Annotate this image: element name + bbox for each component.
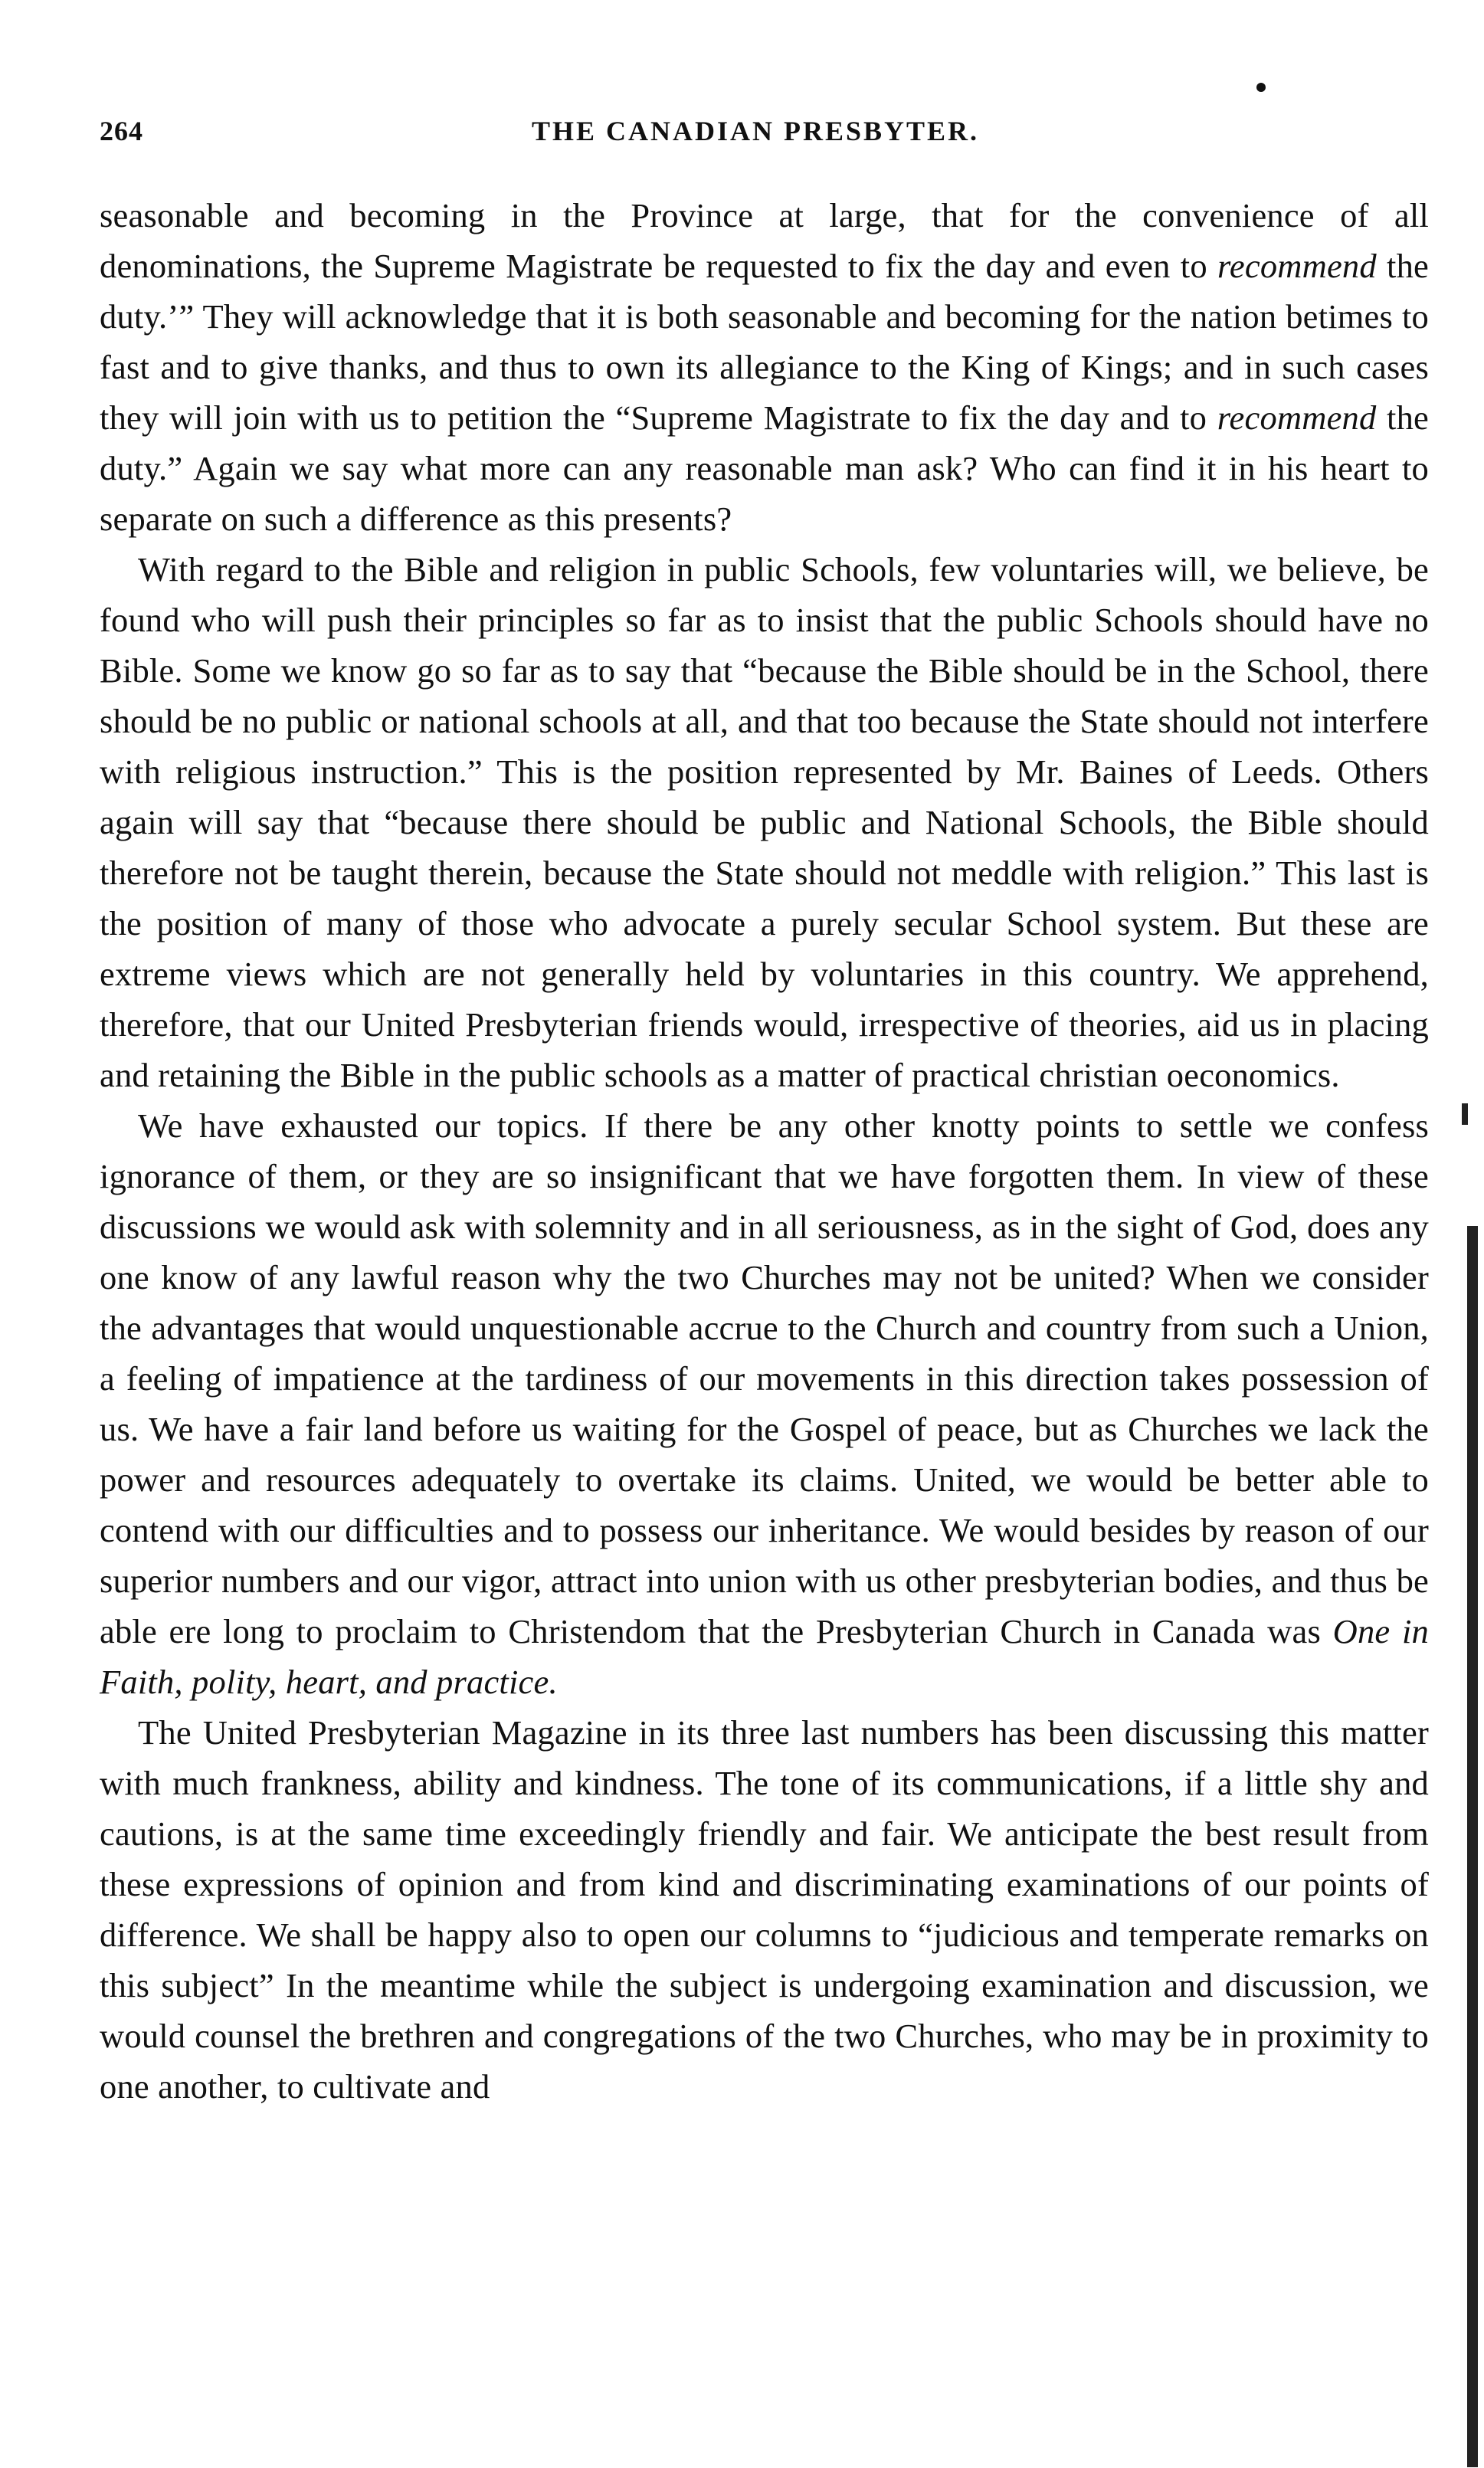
paragraph-magazine bbox=[100, 1707, 1429, 2112]
paragraph-continued bbox=[100, 190, 1429, 544]
paragraph-union bbox=[100, 1100, 1429, 1707]
text-run: the duty.’” They will acknowledge that it is both seasonable and becoming for the nation betimes to fast and to give thanks, and thus to own its allegiance to the King of Kings; and in such cases they will join with us to petition the “Supreme Magistrate to fix the day and to bbox=[100, 247, 1429, 437]
text-run: The United Presbyterian Magazine in its three last numbers has been discussing this matter with much frankness, ability and kindness. The tone of its communications, if a little shy and cautions, is at the same time exceedingly friendly and fair. We anticipate the best result from these expressions of opinion and from kind and discriminating examinations of our points of difference. We shall be happy also to open our columns to “judicious and temperate remarks on this subject” In the meantime while the subject is undergoing examination and discussion, we would counsel the brethren and congregations of the two Churches, who may be in proximity to one another, to cultivate and bbox=[100, 1713, 1429, 2106]
italic-text: One in Faith, polity, heart, and practice. bbox=[100, 1612, 1430, 1701]
text-run: With regard to the Bible and religion in public Schools, few voluntaries will, we believe, be found who will push their principles so far as to insist that the public Schools should have no Bible. Some we know go so far as to say that “because the Bible should be in the School, there should be no public or national schools at all, and that too because the State should not interfere with religious instruction.” This is the position represented by Mr. Baines of Leeds. Others again will say that “because there should be public and National Schools, the Bible should therefore not be taught therein, because the State should not meddle with religion.” This last is the position of many of those who advocate a purely secular School system. But these are extreme views which are not generally held by voluntaries in this country. We apprehend, therefore, that our United Presbyterian friends would, irrespective of theories, aid us in placing and retaining the Bible in the public schools as a matter of practical christian oeconomics. bbox=[100, 550, 1429, 1094]
italic-text: recommend bbox=[1217, 398, 1377, 437]
article-body bbox=[100, 190, 1429, 2112]
page-edge-mark bbox=[1462, 1103, 1468, 1125]
scan-edge-shadow bbox=[1467, 1226, 1478, 2467]
text-run: We have exhausted our topics. If there be any other knotty points to settle we confess ignorance of them, or they are so insignificant that we have forgotten them. In view of these discussions we would ask with solemnity and in all seriousness, as in the sight of God, does any one know of any lawful reason why the two Churches may not be united? When we consider the advantages that would unquestionable accrue to the Church and country from such a Union, a feeling of impatience at the tardiness of our movements in this direction takes possession of us. We have a fair land before us waiting for the Gospel of peace, but as Churches we lack the power and resources adequately to overtake its claims. United, we would be better able to contend with our difficulties and to possess our inheritance. We would besides by reason of our superior numbers and our vigor, attract into union with us other presbyterian bodies, and thus be able ere long to proclaim to Christendom that the Presbyterian Church in Canada was bbox=[100, 1106, 1429, 1650]
page-header bbox=[100, 115, 1411, 161]
page-number: 264 bbox=[100, 116, 143, 146]
italic-text: recommend bbox=[1217, 247, 1377, 285]
text-run: the duty.” Again we say what more can any reasonable man ask? Who can find it in his heart to separate on such a difference as this presents? bbox=[100, 398, 1429, 538]
ink-speck bbox=[1256, 83, 1266, 92]
running-title: THE CANADIAN PRESBYTER. bbox=[531, 116, 980, 146]
paragraph-bible-schools bbox=[100, 544, 1429, 1100]
text-run: seasonable and becoming in the Province at large, that for the convenience of all denominations, the Supreme Magistrate be requested to fix the day and even to bbox=[100, 196, 1429, 285]
